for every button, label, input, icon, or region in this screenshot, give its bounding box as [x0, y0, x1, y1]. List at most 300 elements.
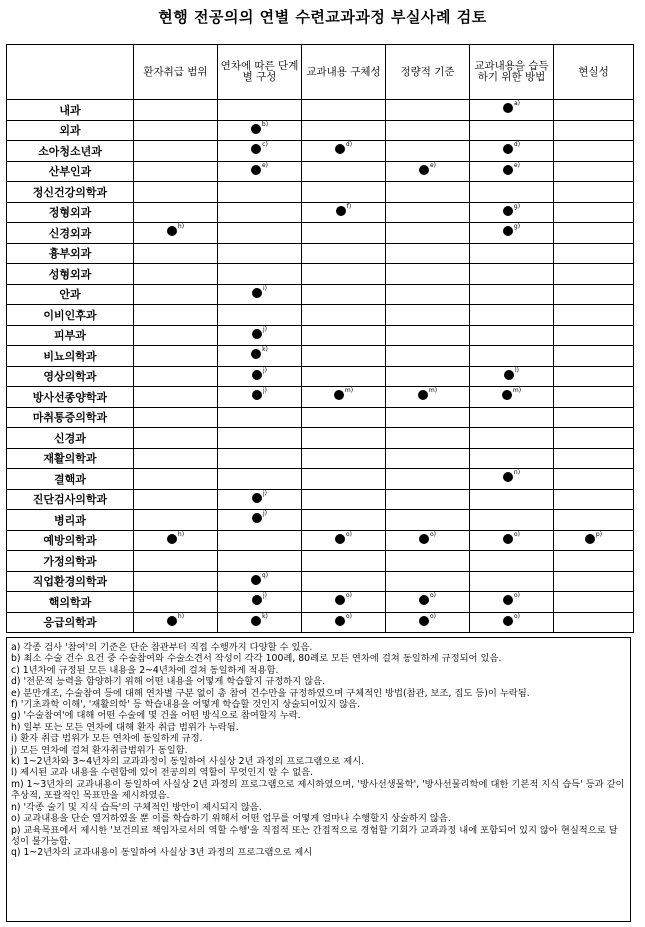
table-cell — [218, 223, 302, 244]
table-cell — [470, 284, 554, 305]
table-cell — [470, 592, 554, 613]
table-cell — [554, 612, 634, 633]
table-cell — [554, 182, 634, 203]
filled-circle-icon — [252, 288, 262, 298]
table-cell — [134, 305, 218, 326]
footnote-ref: j) — [262, 489, 267, 497]
table-cell — [470, 551, 554, 572]
table-row — [7, 469, 634, 490]
department-name: 성형외과 — [7, 264, 134, 285]
table-cell — [134, 120, 218, 141]
table-cell — [134, 223, 218, 244]
deficiency-mark — [503, 612, 520, 626]
footnote-ref: d) — [345, 141, 353, 149]
deficiency-mark — [419, 530, 436, 544]
footnote-ref: q) — [261, 571, 269, 579]
table-cell — [302, 305, 386, 326]
table-cell — [134, 612, 218, 633]
department-name: 결핵과 — [7, 469, 134, 490]
table-cell — [554, 366, 634, 387]
table-cell — [134, 100, 218, 121]
filled-circle-icon — [252, 493, 262, 503]
department-name: 신경과 — [7, 428, 134, 449]
table-cell — [470, 530, 554, 551]
table-cell — [302, 120, 386, 141]
table-cell — [302, 592, 386, 613]
filled-circle-icon — [252, 370, 262, 380]
footnote-ref: k) — [262, 346, 268, 354]
filled-circle-icon — [252, 513, 262, 523]
table-cell — [134, 510, 218, 531]
table-cell — [134, 530, 218, 551]
table-cell — [386, 428, 470, 449]
table-cell — [218, 366, 302, 387]
footnote-ref: o) — [345, 592, 352, 600]
department-name: 가정의학과 — [7, 551, 134, 572]
deficiency-mark — [336, 202, 352, 216]
footnote-item: n) '각종 술기 및 지식 습득'의 구체적인 방안이 제시되지 않음. — [11, 801, 262, 813]
table-cell — [302, 243, 386, 264]
table-cell — [386, 571, 470, 592]
table-row — [7, 305, 634, 326]
table-cell — [302, 551, 386, 572]
footnote-ref: b) — [261, 120, 269, 128]
footnote-ref: m) — [428, 387, 438, 395]
table-cell — [302, 100, 386, 121]
department-name: 방사선종양학과 — [7, 387, 134, 408]
department-name: 안과 — [7, 284, 134, 305]
table-cell — [554, 489, 634, 510]
table-cell — [554, 448, 634, 469]
filled-circle-icon — [503, 595, 513, 605]
footnote-ref: p) — [595, 530, 603, 538]
filled-circle-icon — [251, 165, 261, 175]
filled-circle-icon — [251, 349, 261, 359]
filled-circle-icon — [335, 616, 345, 626]
table-cell — [554, 141, 634, 162]
footnote-item: g) '수술참여'에 대해 어떤 수술에 몇 건을 어떤 방식으로 참여할지 누락. — [11, 710, 301, 722]
footnote-ref: o) — [513, 592, 520, 600]
table-cell — [554, 161, 634, 182]
table-cell — [470, 346, 554, 367]
filled-circle-icon — [335, 534, 345, 544]
deficiency-mark — [418, 387, 438, 400]
column-header: 환자취급 범위 — [134, 45, 218, 100]
table-row — [7, 284, 634, 305]
table-cell — [134, 161, 218, 182]
table-cell — [134, 592, 218, 613]
table-row — [7, 510, 634, 531]
deficiency-mark — [334, 387, 354, 400]
table-cell — [386, 182, 470, 203]
table-cell — [134, 448, 218, 469]
table-cell — [386, 489, 470, 510]
deficiency-mark — [167, 530, 185, 544]
filled-circle-icon — [502, 390, 512, 400]
table-cell — [134, 469, 218, 490]
filled-circle-icon — [251, 616, 261, 626]
footnote-ref: o) — [429, 530, 436, 538]
table-cell — [218, 428, 302, 449]
department-name: 핵의학과 — [7, 592, 134, 613]
deficiency-mark — [503, 141, 521, 154]
table-cell — [470, 612, 554, 633]
table-cell — [554, 469, 634, 490]
deficiency-mark — [335, 141, 353, 154]
table-cell — [554, 530, 634, 551]
filled-circle-icon — [503, 165, 513, 175]
table-cell — [554, 510, 634, 531]
deficiency-mark — [502, 387, 522, 400]
filled-circle-icon — [167, 534, 177, 544]
table-row — [7, 571, 634, 592]
footnote-ref: a) — [513, 100, 521, 108]
table-cell — [554, 305, 634, 326]
table-cell — [302, 284, 386, 305]
footnote-ref: f) — [346, 202, 352, 210]
table-row — [7, 592, 634, 613]
table-cell — [134, 387, 218, 408]
table-cell — [218, 469, 302, 490]
deficiency-mark — [167, 223, 185, 236]
department-name: 정형외과 — [7, 202, 134, 223]
deficiency-mark — [419, 592, 436, 605]
footnote-ref: i) — [262, 284, 267, 292]
department-name: 재활의학과 — [7, 448, 134, 469]
filled-circle-icon — [419, 165, 429, 175]
table-row — [7, 530, 634, 551]
table-cell — [218, 448, 302, 469]
deficiency-mark — [585, 530, 603, 544]
table-cell — [218, 264, 302, 285]
footnote-ref: g) — [513, 202, 521, 210]
footnote-ref: o) — [513, 530, 520, 538]
header-row — [7, 45, 634, 100]
table-row — [7, 161, 634, 182]
footnote-ref: m) — [512, 387, 522, 395]
footnote-ref: m) — [344, 387, 354, 395]
deficiency-mark — [335, 612, 352, 626]
table-cell — [386, 612, 470, 633]
table-cell — [302, 264, 386, 285]
table-cell — [386, 510, 470, 531]
department-name: 내과 — [7, 100, 134, 121]
filled-circle-icon — [419, 595, 429, 605]
table-cell — [302, 407, 386, 428]
column-header: 교과내용 구체성 — [302, 45, 386, 100]
table-cell — [470, 182, 554, 203]
table-cell — [134, 366, 218, 387]
deficiency-mark — [252, 325, 267, 339]
filled-circle-icon — [503, 534, 513, 544]
filled-circle-icon — [503, 103, 513, 113]
table-cell — [218, 571, 302, 592]
table-cell — [554, 571, 634, 592]
table-cell — [134, 571, 218, 592]
deficiency-mark — [335, 592, 352, 605]
filled-circle-icon — [503, 472, 513, 482]
deficiency-mark — [252, 387, 267, 400]
table-cell — [302, 469, 386, 490]
table-cell — [134, 264, 218, 285]
footnote-ref: o) — [513, 612, 520, 620]
table-cell — [134, 407, 218, 428]
department-name: 산부인과 — [7, 161, 134, 182]
table-cell — [386, 100, 470, 121]
deficiency-mark — [503, 469, 521, 482]
table-cell — [386, 284, 470, 305]
column-header — [7, 45, 134, 100]
table-cell — [470, 489, 554, 510]
table-cell — [218, 407, 302, 428]
table-cell — [470, 387, 554, 408]
deficiency-mark — [503, 202, 521, 216]
table-cell — [470, 264, 554, 285]
table-cell — [554, 407, 634, 428]
deficiency-mark — [251, 120, 269, 134]
table-cell — [470, 202, 554, 223]
deficiency-mark — [335, 530, 352, 544]
footnote-item: b) 최소 수술 건수 요건 중 수술참여와 수술소견서 작성이 각각 100례, 80례로 모든 연차에 걸쳐 동일하게 규정되어 있음. — [11, 653, 502, 665]
deficiency-mark — [252, 366, 267, 380]
table-cell — [554, 202, 634, 223]
table-row — [7, 223, 634, 244]
footnote-item: l) 제시된 교과 내용을 수련함에 있어 전공의의 역할이 무엇인지 알 수 없음. — [11, 767, 314, 779]
table-cell — [554, 243, 634, 264]
table-cell — [386, 366, 470, 387]
footnote-item: e) 분만개조, 수술참여 등에 대해 연차별 구분 없이 총 참여 건수만을 규정하였으며 구체적인 방법(참관, 보조, 집도 등)이 누락됨. — [11, 687, 530, 699]
table-cell — [470, 428, 554, 449]
filled-circle-icon — [503, 206, 513, 216]
department-name: 영상의학과 — [7, 366, 134, 387]
table-cell — [386, 407, 470, 428]
deficiency-mark — [252, 510, 267, 523]
table-cell — [386, 346, 470, 367]
table-cell — [218, 387, 302, 408]
footnote-item: c) 1년차에 규정된 모든 내용을 2~4년차에 걸쳐 동일하게 적용함. — [11, 664, 279, 676]
table-cell — [386, 448, 470, 469]
table-cell — [554, 284, 634, 305]
table-row — [7, 489, 634, 510]
department-name: 마취통증의학과 — [7, 407, 134, 428]
footnote-ref: e) — [261, 161, 269, 169]
table-cell — [386, 223, 470, 244]
table-cell — [134, 551, 218, 572]
table-cell — [302, 530, 386, 551]
table-cell — [554, 346, 634, 367]
footnote-ref: j) — [262, 387, 267, 395]
table-cell — [134, 428, 218, 449]
table-row — [7, 448, 634, 469]
table-cell — [134, 284, 218, 305]
filled-circle-icon — [334, 390, 344, 400]
table-cell — [554, 223, 634, 244]
column-header: 연차에 따른 단계별 구성 — [218, 45, 302, 100]
table-cell — [554, 387, 634, 408]
footnote-ref: o) — [345, 530, 352, 538]
footnote-item: a) 각종 검사 '참여'의 기준은 단순 참관부터 직접 수행까지 다양할 수 있음. — [11, 642, 313, 653]
table-row — [7, 346, 634, 367]
deficiency-mark — [251, 612, 268, 626]
table-cell — [386, 161, 470, 182]
table-cell — [386, 264, 470, 285]
filled-circle-icon — [503, 144, 513, 154]
table-cell — [134, 182, 218, 203]
deficiency-mark — [503, 161, 521, 175]
table-cell — [470, 366, 554, 387]
page-title: 현행 전공의의 연별 수련교과과정 부실사례 검토 — [158, 8, 487, 26]
table-row — [7, 428, 634, 449]
table-cell — [218, 161, 302, 182]
footnote-ref: h) — [177, 612, 185, 620]
table-cell — [470, 407, 554, 428]
deficiency-mark — [252, 592, 267, 605]
footnote-ref: j) — [262, 592, 267, 600]
table-row — [7, 120, 634, 141]
table-row — [7, 202, 634, 223]
table-row — [7, 264, 634, 285]
department-name: 직업환경의학과 — [7, 571, 134, 592]
table-cell — [470, 161, 554, 182]
table-cell — [470, 100, 554, 121]
filled-circle-icon — [336, 206, 346, 216]
footnote-ref: o) — [429, 592, 436, 600]
table-cell — [302, 489, 386, 510]
deficiency-mark — [251, 141, 268, 154]
footnote-ref: j) — [262, 510, 267, 518]
table-cell — [470, 469, 554, 490]
deficiency-mark — [504, 366, 519, 380]
filled-circle-icon — [503, 226, 513, 236]
department-name: 병리과 — [7, 510, 134, 531]
table-cell — [134, 325, 218, 346]
footnote-ref: e) — [429, 161, 437, 169]
deficiency-mark — [503, 100, 521, 113]
department-name: 흉부외과 — [7, 243, 134, 264]
table-cell — [302, 387, 386, 408]
table-cell — [386, 530, 470, 551]
table-row — [7, 387, 634, 408]
table-cell — [470, 571, 554, 592]
filled-circle-icon — [335, 144, 345, 154]
department-name: 진단검사의학과 — [7, 489, 134, 510]
table-cell — [386, 202, 470, 223]
filled-circle-icon — [585, 534, 595, 544]
footnote-ref: n) — [513, 469, 521, 477]
table-cell — [470, 510, 554, 531]
department-name: 응급의학과 — [7, 612, 134, 633]
filled-circle-icon — [251, 144, 261, 154]
footnote-ref: d) — [513, 141, 521, 149]
table-cell — [386, 551, 470, 572]
footnote-ref: j) — [262, 325, 267, 333]
footnote-ref: c) — [262, 141, 268, 149]
table-cell — [134, 141, 218, 162]
table-row — [7, 407, 634, 428]
table-cell — [218, 346, 302, 367]
footnote-item: h) 일부 또는 모든 연차에 대해 환자 취급 범위가 누락됨. — [11, 721, 239, 733]
footnote-item: k) 1~2년차와 3~4년차의 교과과정이 동일하여 사실상 2년 과정의 프로그램으로 제시. — [11, 756, 365, 768]
deficiency-mark — [251, 161, 269, 175]
table-cell — [386, 387, 470, 408]
table-cell — [386, 243, 470, 264]
department-name: 비뇨의학과 — [7, 346, 134, 367]
table-cell — [134, 243, 218, 264]
deficiency-mark — [419, 161, 437, 175]
table-cell — [554, 551, 634, 572]
footnote-ref: l) — [514, 366, 519, 374]
table-cell — [218, 305, 302, 326]
filled-circle-icon — [419, 616, 429, 626]
filled-circle-icon — [167, 226, 177, 236]
table-cell — [302, 223, 386, 244]
table-cell — [218, 182, 302, 203]
deficiency-mark — [419, 612, 436, 626]
table-cell — [134, 346, 218, 367]
table-cell — [302, 366, 386, 387]
filled-circle-icon — [335, 595, 345, 605]
department-name: 정신건강의학과 — [7, 182, 134, 203]
table-cell — [386, 469, 470, 490]
table-cell — [554, 100, 634, 121]
table-cell — [218, 530, 302, 551]
deficiency-mark — [252, 284, 267, 298]
footnote-ref: j) — [262, 366, 267, 374]
table-cell — [218, 592, 302, 613]
footnote-item: p) 교육목표에서 제시한 '보건의료 책임자로서의 역할 수행'을 직접적 또는 간접적으로 경험할 기회가 교과과정 내에 포함되어 있지 않아 현실적으로 달성이 불가능함. — [11, 824, 618, 847]
table-cell — [470, 305, 554, 326]
column-header: 현실성 — [554, 45, 634, 100]
table-cell — [218, 243, 302, 264]
table-cell — [218, 325, 302, 346]
filled-circle-icon — [419, 534, 429, 544]
footnote-ref: h) — [177, 223, 185, 231]
footnote-ref: e) — [513, 161, 521, 169]
deficiency-mark — [167, 612, 185, 626]
footnotes — [6, 637, 631, 922]
table-row — [7, 612, 634, 633]
table-cell — [302, 510, 386, 531]
table-cell — [218, 202, 302, 223]
deficiency-mark — [503, 223, 521, 236]
table-cell — [302, 202, 386, 223]
footnote-ref: g) — [513, 223, 521, 231]
table-cell — [470, 120, 554, 141]
table-cell — [470, 223, 554, 244]
table-cell — [386, 141, 470, 162]
column-header: 교과내용을 습득하기 위한 방법 — [470, 45, 554, 100]
department-name: 외과 — [7, 120, 134, 141]
table-row — [7, 366, 634, 387]
table-cell — [302, 612, 386, 633]
table-cell — [302, 448, 386, 469]
table-cell — [470, 325, 554, 346]
filled-circle-icon — [252, 329, 262, 339]
deficiency-mark — [251, 346, 268, 359]
department-name: 이비인후과 — [7, 305, 134, 326]
table-row — [7, 141, 634, 162]
department-name: 예방의학과 — [7, 530, 134, 551]
table-cell — [302, 182, 386, 203]
footnote-item: j) 모든 연차에 걸쳐 환자취급범위가 동일함. — [11, 744, 188, 756]
deficiency-mark — [252, 489, 267, 503]
table-cell — [218, 551, 302, 572]
filled-circle-icon — [418, 390, 428, 400]
deficiency-mark — [503, 592, 520, 605]
table-cell — [134, 202, 218, 223]
table-cell — [218, 120, 302, 141]
column-header: 정량적 기준 — [386, 45, 470, 100]
